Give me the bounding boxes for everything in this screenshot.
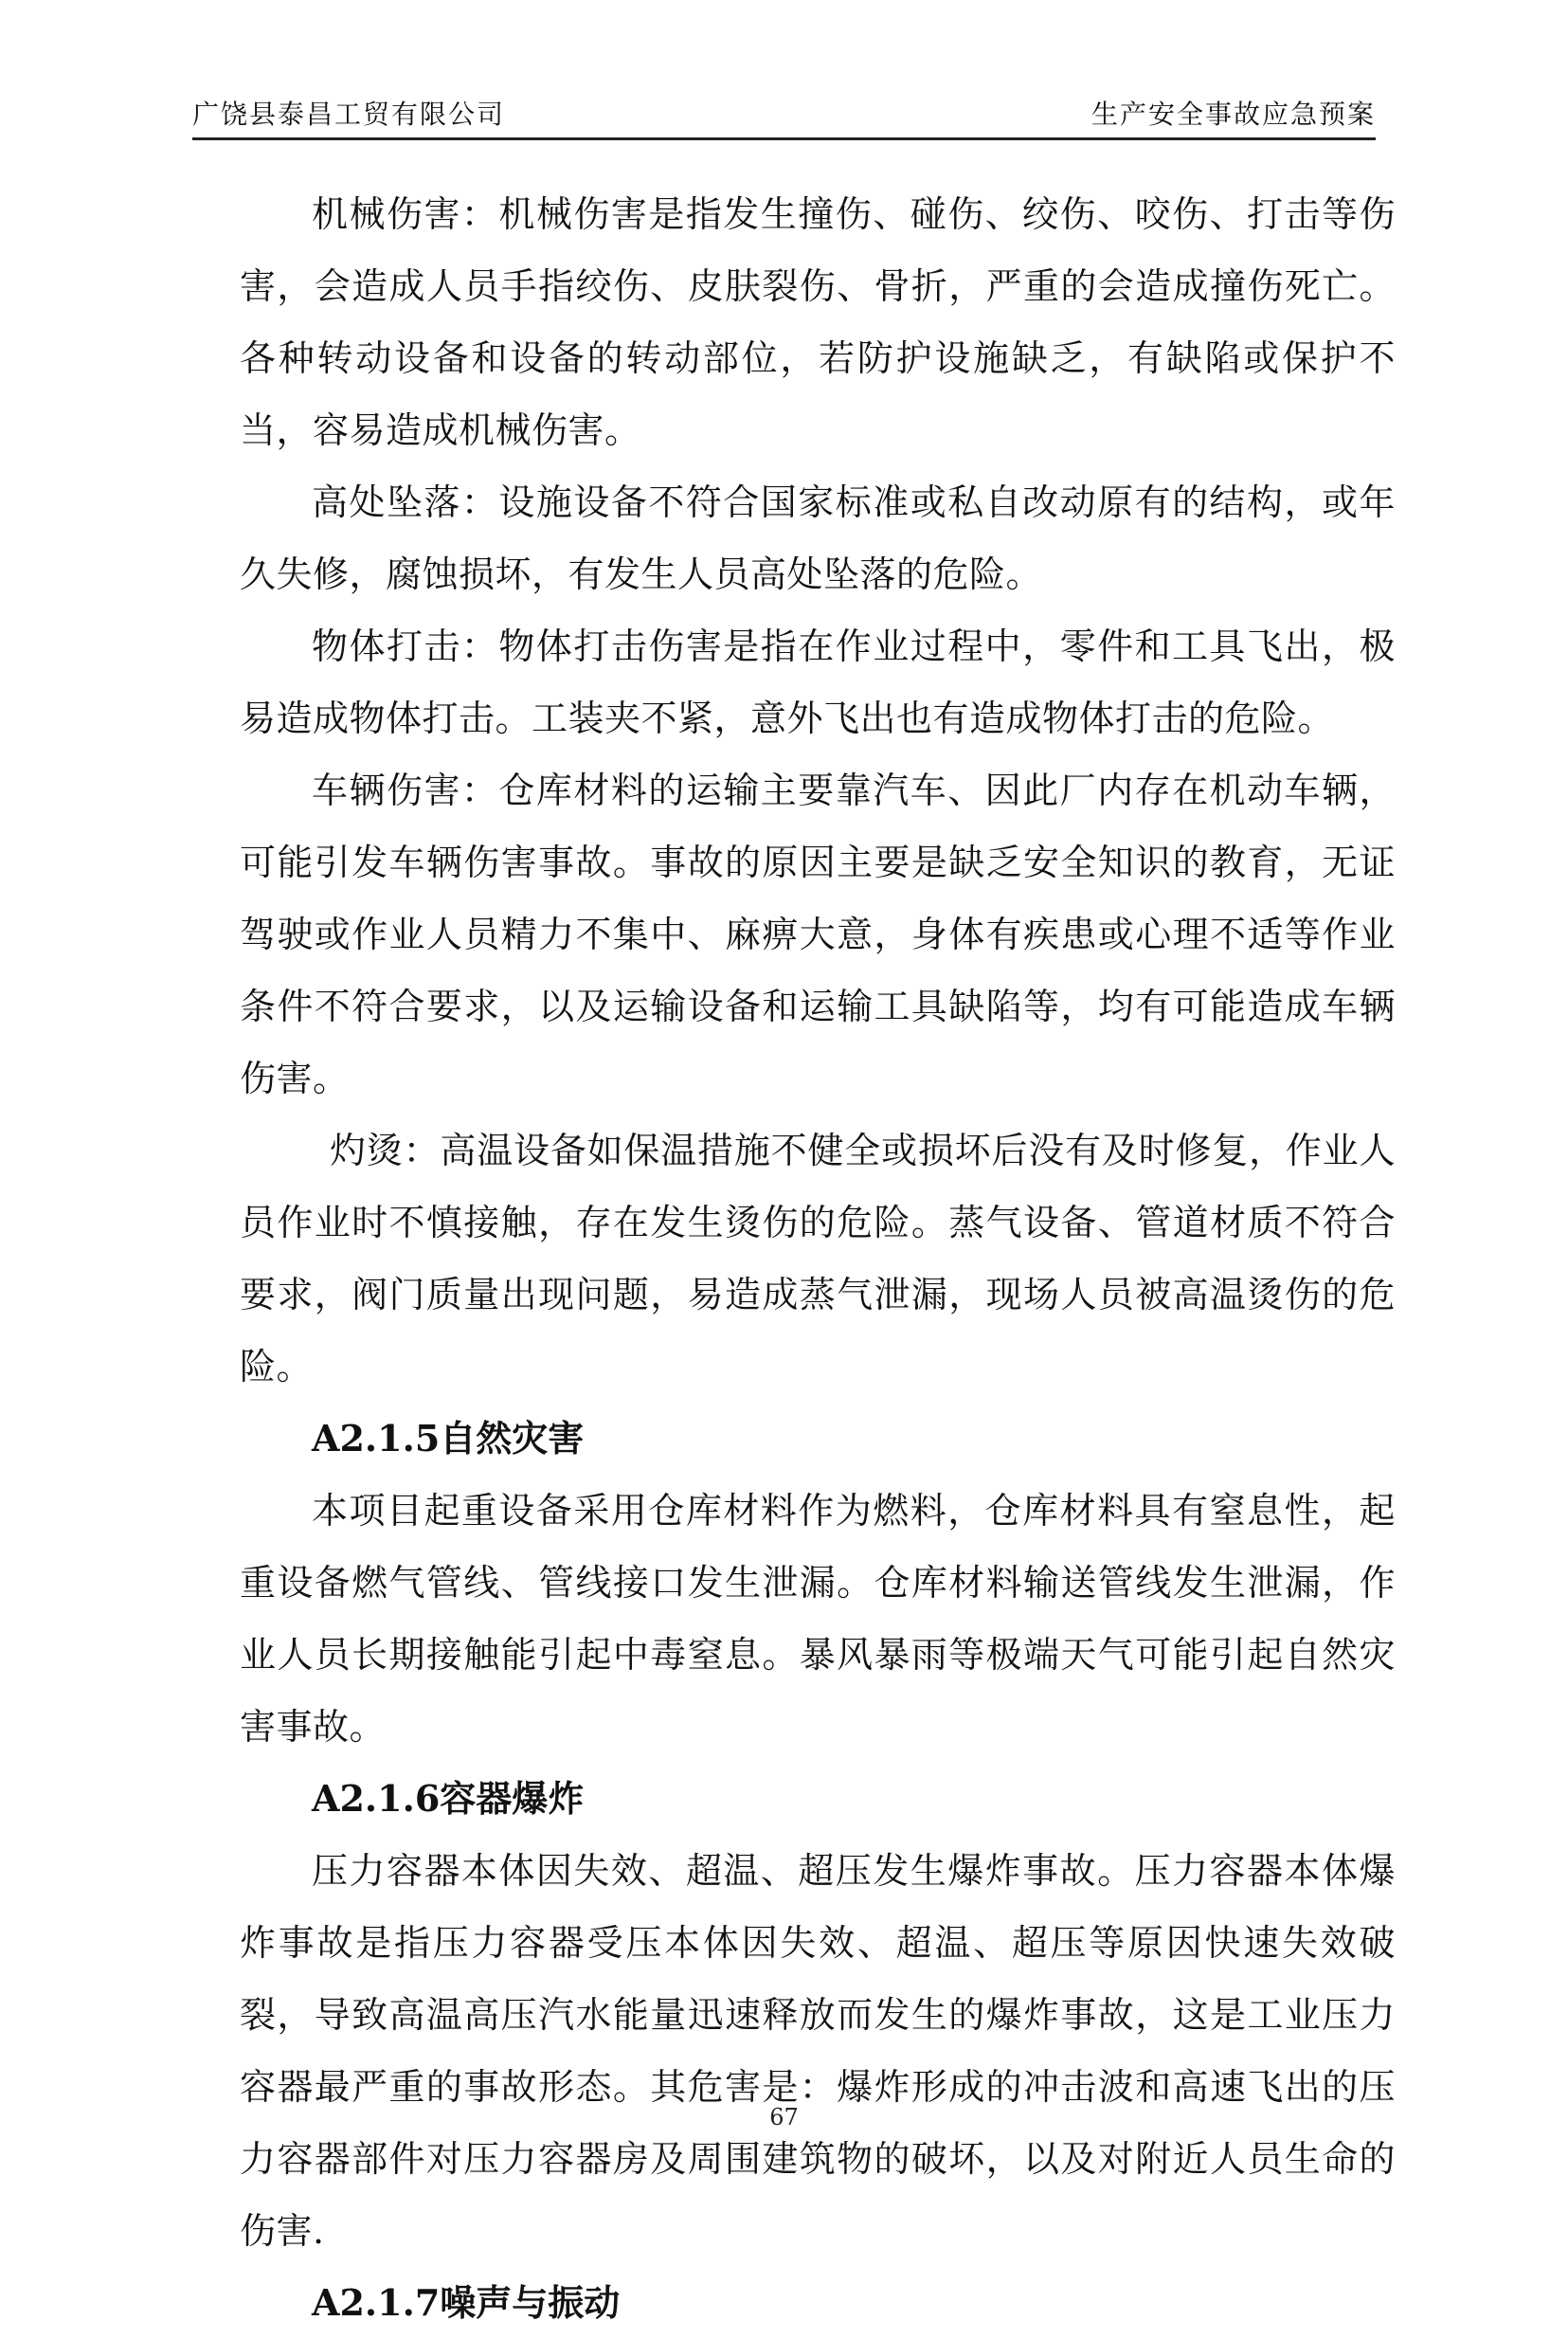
paragraph-vehicle-injury: 车辆伤害：仓库材料的运输主要靠汽车、因此厂内存在机动车辆，可能引发车辆伤害事故。事故的原因主要是缺乏安全知识的教育，无证驾驶或作业人员精力不集中、麻痹大意，身体有疾患或心理不适等作业条件不符合要求，以及运输设备和运输工具缺陷等，均有可能造成车辆伤害。 <box>240 770 1396 1099</box>
page-number: 67 <box>769 2104 799 2130</box>
paragraph-object-strike: 物体打击：物体打击伤害是指在作业过程中，零件和工具飞出，极易造成物体打击。工装夹不紧，意外飞出也有造成物体打击的危险。 <box>240 626 1396 739</box>
document-title: 生产安全事故应急预案 <box>1090 99 1376 130</box>
paragraph-scald: 灼烫：高温设备如保温措施不健全或损坏后没有及时修复，作业人员作业时不慎接触，存在发生烫伤的危险。蒸气设备、管道材质不符合要求，阀门质量出现问题，易造成蒸气泄漏，现场人员被高温烫伤的危险。 <box>240 1130 1396 1387</box>
page-header <box>192 95 1376 140</box>
paragraph-natural-disaster: 本项目起重设备采用仓库材料作为燃料，仓库材料具有窒息性，起重设备燃气管线、管线接口发生泄漏。仓库材料输送管线发生泄漏，作业人员长期接触能引起中毒窒息。暴风暴雨等极端天气可能引起自然灾害事故。 <box>240 1490 1396 1748</box>
document-body <box>240 178 1396 2339</box>
paragraph-mechanical-injury: 机械伤害：机械伤害是指发生撞伤、碰伤、绞伤、咬伤、打击等伤害，会造成人员手指绞伤、皮肤裂伤、骨折，严重的会造成撞伤死亡。各种转动设备和设备的转动部位，若防护设施缺乏，有缺陷或保护不当，容易造成机械伤害。 <box>240 193 1396 451</box>
paragraph-vessel-explosion: 压力容器本体因失效、超温、超压发生爆炸事故。压力容器本体爆炸事故是指压力容器受压本体因失效、超温、超压等原因快速失效破裂，导致高温高压汽水能量迅速释放而发生的爆炸事故，这是工业压力容器最严重的事故形态。其危害是：爆炸形成的冲击波和高速飞出的压力容器部件对压力容器房及周围建筑物的破坏，以及对附近人员生命的伤害. <box>240 1850 1396 2252</box>
company-name: 广饶县泰昌工贸有限公司 <box>192 99 506 130</box>
section-heading-vessel-explosion: A2.1.6容器爆炸 <box>312 1777 585 1820</box>
section-heading-natural-disaster: A2.1.5自然灾害 <box>312 1417 585 1460</box>
section-heading-noise-vibration: A2.1.7噪声与振动 <box>312 2281 621 2324</box>
paragraph-fall-from-height: 高处坠落：设施设备不符合国家标准或私自改动原有的结构，或年久失修，腐蚀损坏，有发生人员高处坠落的危险。 <box>240 481 1396 595</box>
